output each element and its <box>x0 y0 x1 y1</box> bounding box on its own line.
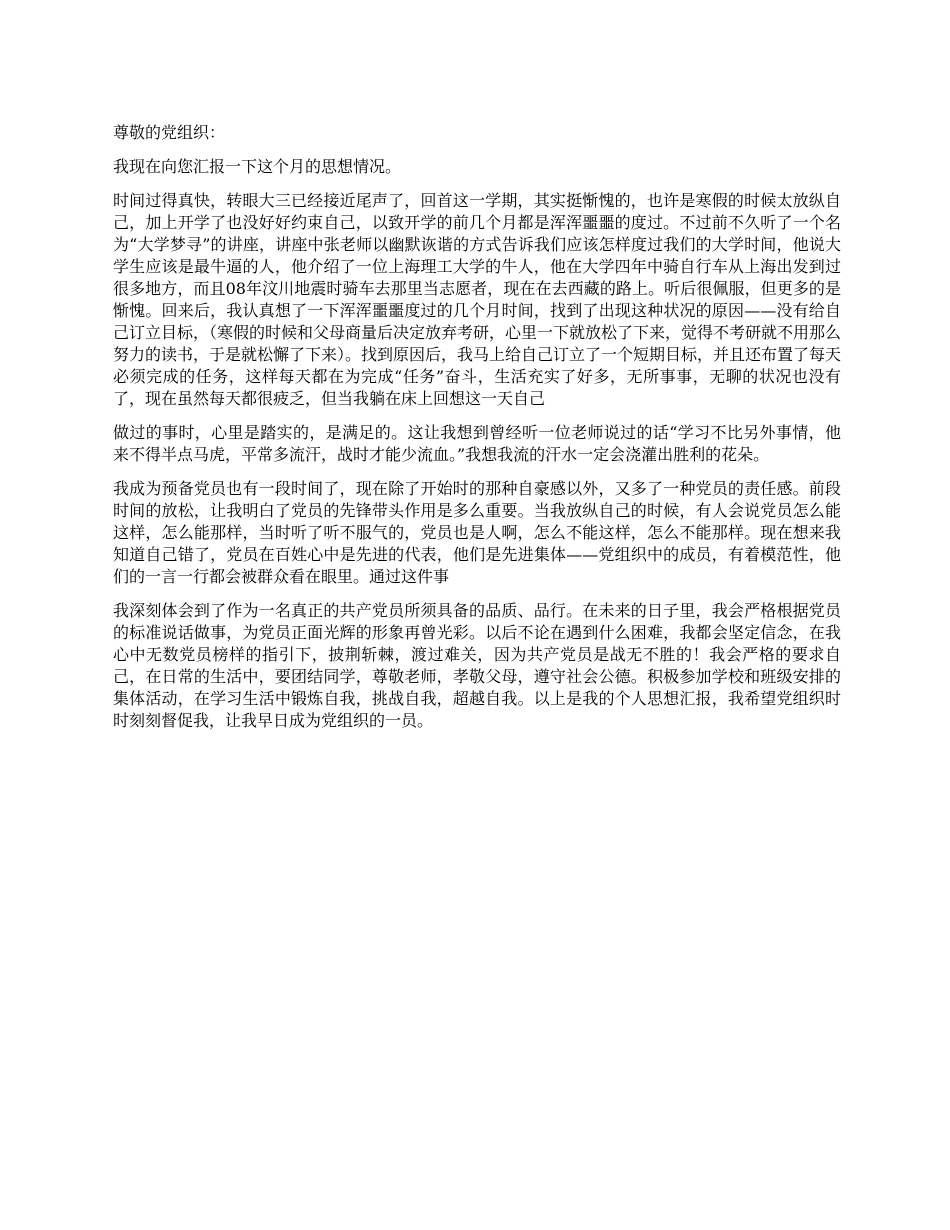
body-paragraph: 时间过得真快，转眼大三已经接近尾声了，回首这一学期，其实挺惭愧的，也许是寒假的时候太放纵自己，加上开学了也没好好约束自己，以致开学的前几个月都是浑浑噩噩的度过。不过前不久听了一个名为“大学梦寻”的讲座，讲座中张老师以幽默诙谐的方式告诉我们应该怎样度过我们的大学时间，他说大学生应该是最牛逼的人，他介绍了一位上海理工大学的牛人，他在大学四年中骑自行车从上海出发到过很多地方，而且08年汶川地震时骑车去那里当志愿者，现在在去西藏的路上。听后很佩服，但更多的是惭愧。回来后，我认真想了一下浑浑噩噩度过的几个月时间，找到了出现这种状况的原因——没有给自己订立目标，（寒假的时候和父母商量后决定放弃考研，心里一下就放松了下来，觉得不考研就不用那么努力的读书，于是就松懈了下来）。找到原因后，我马上给自己订立了一个短期目标，并且还布置了每天必须完成的任务，这样每天都在为完成“任务”奋斗，生活充实了好多，无所事事，无聊的状况也没有了，现在虽然每天都很疲乏，但当我躺在床上回想这一天自己 <box>113 191 842 408</box>
salutation: 尊敬的党组织： <box>113 123 226 142</box>
document-page <box>113 122 841 744</box>
opening-line: 我现在向您汇报一下这个月的思想情况。 <box>113 157 402 176</box>
body-paragraph: 做过的事时，心里是踏实的，是满足的。这让我想到曾经听一位老师说过的话“学习不比另外事情，他来不得半点马虎，平常多流汗，战时才能少流血。”我想我流的汗水一定会浇灌出胜利的花朵。 <box>113 423 841 464</box>
body-paragraph: 我成为预备党员也有一段时间了，现在除了开始时的那种自豪感以外，又多了一种党员的责任感。前段时间的放松，让我明白了党员的先锋带头作用是多么重要。当我放纵自己的时候，有人会说党员怎么能这样，怎么能那样，当时听了听不服气的，党员也是人啊，怎么不能这样，怎么不能那样。现在想来我知道自己错了，党员在百姓心中是先进的代表，他们是先进集体——党组织中的成员，有着模范性，他们的一言一行都会被群众看在眼里。通过这件事 <box>113 479 841 586</box>
closing-paragraph: 我深刻体会到了作为一名真正的共产党员所须具备的品质、品行。在未来的日子里，我会严格根据党员的标准说话做事，为党员正面光辉的形象再曾光彩。以后不论在遇到什么困难，我都会坚定信念，在我心中无数党员榜样的指引下，披荆斩棘，渡过难关，因为共产党员是战无不胜的！我会严格的要求自己，在日常的生活中，要团结同学，尊敬老师，孝敬父母，遵守社会公德。积极参加学校和班级安排的集体活动，在学习生活中锻炼自我，挑战自我，超越自我。以上是我的个人思想汇报，我希望党组织时时刻刻督促我，让我早日成为党组织的一员。 <box>113 601 841 730</box>
